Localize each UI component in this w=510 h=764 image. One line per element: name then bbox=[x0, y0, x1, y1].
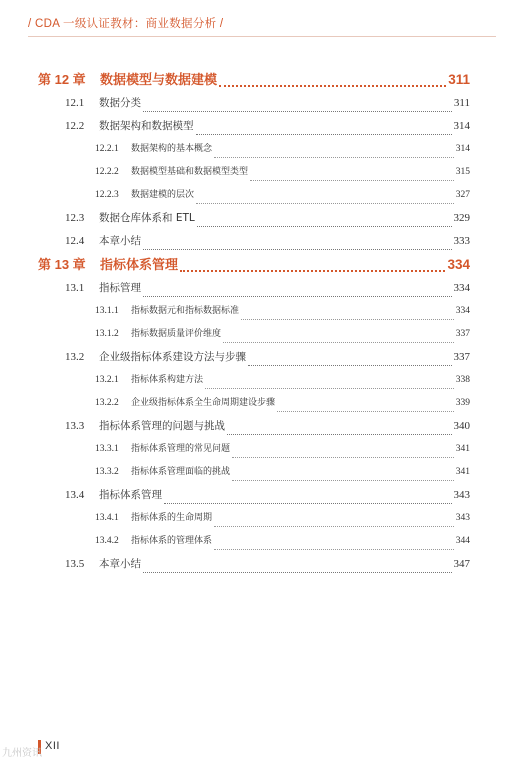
toc-entry-title: 指标体系构建方法 bbox=[131, 375, 204, 385]
toc-entry-title: 数据建模的层次 bbox=[131, 190, 195, 200]
toc-entry-title: 指标体系管理 bbox=[99, 489, 162, 501]
toc-entry-page: 338 bbox=[455, 375, 470, 385]
toc-sub-entry[interactable] bbox=[38, 369, 470, 392]
toc-entry-title: 指标数据质量评价维度 bbox=[131, 329, 222, 339]
toc-sub-entry[interactable] bbox=[38, 461, 470, 484]
toc-dot-leader bbox=[196, 203, 454, 204]
toc-dot-leader bbox=[241, 319, 454, 320]
toc-entry-number: 13.1 bbox=[65, 282, 85, 294]
toc-entry-page: 333 bbox=[453, 235, 470, 247]
page-number: XII bbox=[45, 740, 60, 752]
watermark: 九州资讯 bbox=[2, 748, 42, 759]
toc-entry-title: 指标数据元和指标数据标准 bbox=[131, 306, 240, 316]
toc-dot-leader bbox=[164, 503, 452, 504]
toc-entry-number: 13.4.2 bbox=[95, 536, 119, 546]
toc-entry-title: 指标体系管理面临的挑战 bbox=[131, 467, 231, 477]
toc-entry-title: 指标体系管理 bbox=[100, 257, 179, 272]
toc-dot-leader bbox=[214, 526, 454, 527]
toc-sub-entry[interactable] bbox=[38, 530, 470, 553]
toc-entry-page: 314 bbox=[455, 144, 470, 154]
toc-entry-number: 13.5 bbox=[65, 558, 85, 570]
toc-section-entry[interactable] bbox=[38, 346, 470, 369]
toc-entry-page: 315 bbox=[455, 167, 470, 177]
toc-sub-entry[interactable] bbox=[38, 161, 470, 184]
toc-entry-page: 344 bbox=[455, 536, 470, 546]
toc-entry-title: 指标体系管理的问题与挑战 bbox=[99, 420, 225, 432]
toc-entry-number: 12.2.1 bbox=[95, 144, 119, 154]
toc-dot-leader bbox=[214, 549, 454, 550]
toc-entry-title: 数据分类 bbox=[99, 97, 141, 109]
toc-section-entry[interactable] bbox=[38, 207, 470, 230]
toc-entry-page: 337 bbox=[455, 329, 470, 339]
toc-entry-number: 13.1.2 bbox=[95, 329, 119, 339]
toc-entry-number: 12.4 bbox=[65, 235, 85, 247]
toc-entry-page: 340 bbox=[453, 420, 470, 432]
toc-entry-number: 13.3.1 bbox=[95, 444, 119, 454]
toc-entry-number: 12.2 bbox=[65, 120, 85, 132]
toc-section-entry[interactable] bbox=[38, 115, 470, 138]
toc-dot-leader bbox=[143, 296, 452, 297]
toc-entry-title: 指标体系的管理体系 bbox=[131, 536, 213, 546]
toc-entry-page: 341 bbox=[455, 444, 470, 454]
toc-entry-number: 13.4 bbox=[65, 489, 85, 501]
toc-dot-leader bbox=[214, 157, 454, 158]
toc-entry-page: 329 bbox=[453, 212, 470, 224]
toc-entry-page: 311 bbox=[448, 72, 470, 87]
toc-section-entry[interactable] bbox=[38, 484, 470, 507]
toc-entry-page: 341 bbox=[455, 467, 470, 477]
toc-entry-page: 339 bbox=[455, 398, 470, 408]
toc-dot-leader bbox=[197, 226, 452, 227]
toc-dot-leader bbox=[196, 134, 452, 135]
toc-entry-title: 指标体系管理的常见问题 bbox=[131, 444, 231, 454]
toc-entry-page: 334 bbox=[455, 306, 470, 316]
toc-dot-leader bbox=[143, 572, 452, 573]
toc-entry-title: 数据架构的基本概念 bbox=[131, 144, 213, 154]
toc-dot-leader bbox=[250, 180, 454, 181]
toc-dot-leader bbox=[205, 388, 454, 389]
toc-entry-title: 指标管理 bbox=[99, 282, 141, 294]
toc-entry-number: 12.2.2 bbox=[95, 167, 119, 177]
toc-section-entry[interactable] bbox=[38, 553, 470, 576]
toc-section-entry[interactable] bbox=[38, 92, 470, 115]
toc-entry-number: 13.2 bbox=[65, 351, 85, 363]
toc-sub-entry[interactable] bbox=[38, 138, 470, 161]
toc-entry-page: 311 bbox=[453, 97, 470, 109]
toc-entry-page: 334 bbox=[447, 257, 470, 272]
toc-sub-entry[interactable] bbox=[38, 184, 470, 207]
toc-entry-number: 第 12 章 bbox=[38, 72, 86, 87]
toc-entry-title: 企业级指标体系全生命周期建设步骤 bbox=[131, 398, 276, 408]
toc-entry-title: 数据仓库体系和 ETL bbox=[99, 212, 195, 224]
toc-sub-entry[interactable] bbox=[38, 323, 470, 346]
toc-sub-entry[interactable] bbox=[38, 507, 470, 530]
toc-entry-title: 企业级指标体系建设方法与步骤 bbox=[99, 351, 246, 363]
toc-entry-page: 334 bbox=[453, 282, 470, 294]
toc-entry-number: 13.1.1 bbox=[95, 306, 119, 316]
toc-entry-title: 本章小结 bbox=[99, 235, 141, 247]
toc-dot-leader bbox=[180, 270, 445, 272]
toc-section-entry[interactable] bbox=[38, 230, 470, 253]
toc-entry-title: 数据模型与数据建模 bbox=[100, 72, 218, 87]
toc-entry-number: 12.3 bbox=[65, 212, 85, 224]
toc-entry-page: 327 bbox=[455, 190, 470, 200]
toc-dot-leader bbox=[143, 249, 452, 250]
running-header: / CDA 一级认证教材：商业数据分析 / bbox=[28, 18, 224, 30]
toc-entry-number: 第 13 章 bbox=[38, 257, 86, 272]
toc-entry-title: 本章小结 bbox=[99, 558, 141, 570]
toc-dot-leader bbox=[223, 342, 454, 343]
header-divider bbox=[28, 36, 496, 37]
toc-entry-number: 13.2.2 bbox=[95, 398, 119, 408]
toc-dot-leader bbox=[248, 365, 452, 366]
toc-entry-number: 13.4.1 bbox=[95, 513, 119, 523]
toc-section-entry[interactable] bbox=[38, 415, 470, 438]
toc-entry-title: 数据模型基础和数据模型类型 bbox=[131, 167, 249, 177]
toc-dot-leader bbox=[227, 434, 452, 435]
toc-sub-entry[interactable] bbox=[38, 392, 470, 415]
toc-section-entry[interactable] bbox=[38, 277, 470, 300]
toc-entry-number: 13.3.2 bbox=[95, 467, 119, 477]
toc-entry-page: 343 bbox=[453, 489, 470, 501]
toc-entry-title: 指标体系的生命周期 bbox=[131, 513, 213, 523]
toc-entry-title: 数据架构和数据模型 bbox=[99, 120, 194, 132]
toc-chapter-entry[interactable] bbox=[38, 253, 470, 277]
toc-dot-leader bbox=[219, 85, 446, 87]
toc-sub-entry[interactable] bbox=[38, 438, 470, 461]
toc-dot-leader bbox=[232, 457, 454, 458]
toc-entry-page: 343 bbox=[455, 513, 470, 523]
toc-entry-number: 12.1 bbox=[65, 97, 85, 109]
toc-entry-number: 13.3 bbox=[65, 420, 85, 432]
toc-entry-number: 13.2.1 bbox=[95, 375, 119, 385]
toc-dot-leader bbox=[143, 111, 452, 112]
table-of-contents bbox=[38, 68, 470, 576]
toc-sub-entry[interactable] bbox=[38, 300, 470, 323]
toc-entry-page: 337 bbox=[453, 351, 470, 363]
toc-entry-number: 12.2.3 bbox=[95, 190, 119, 200]
toc-entry-page: 314 bbox=[453, 120, 470, 132]
toc-dot-leader bbox=[277, 411, 454, 412]
toc-entry-page: 347 bbox=[453, 558, 470, 570]
toc-chapter-entry[interactable] bbox=[38, 68, 470, 92]
toc-dot-leader bbox=[232, 480, 454, 481]
